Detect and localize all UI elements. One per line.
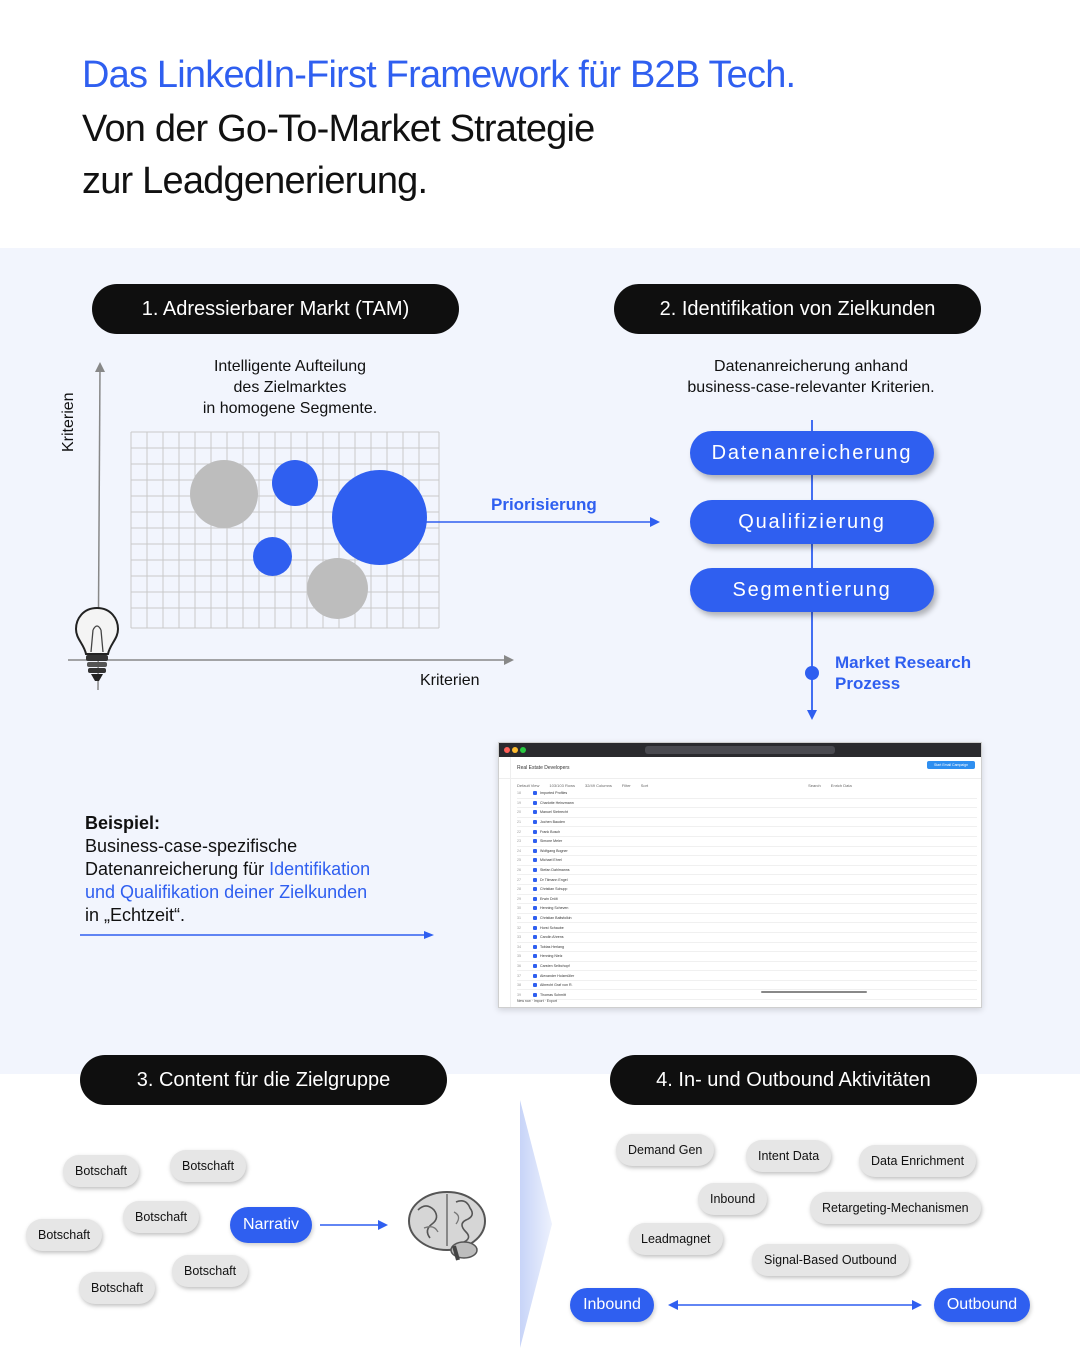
title-line-2: Von der Go-To-Market Strategie [82, 108, 595, 150]
linkedin-icon [533, 839, 537, 843]
activity-tag: Inbound [698, 1183, 767, 1215]
y-axis-arrow [95, 362, 105, 372]
step-3-label: 3. Content für die Zielgruppe [80, 1055, 447, 1105]
linkedin-icon [533, 983, 537, 987]
qualification-pill: Qualifizierung [690, 500, 934, 544]
table-row[interactable]: 19 Charlotte Heinzmann [517, 799, 977, 809]
linkedin-icon [533, 830, 537, 834]
table-row[interactable]: 28 Christian Schupp [517, 885, 977, 895]
linkedin-icon [533, 820, 537, 824]
table-row[interactable]: 27 Dr Tilmann Engel [517, 875, 977, 885]
table-row[interactable]: 32 Horst Schaube [517, 923, 977, 933]
linkedin-icon [533, 964, 537, 968]
segment-bubble-gray [307, 558, 368, 619]
x-axis-arrow [504, 655, 514, 665]
linkedin-icon [533, 849, 537, 853]
x-axis-label: Kriterien [420, 672, 480, 689]
table-row[interactable]: 18 Imported Profiles [517, 789, 977, 799]
example-arrow [80, 928, 440, 942]
scrollbar[interactable] [761, 991, 867, 993]
activity-tag: Intent Data [746, 1140, 831, 1172]
table-row[interactable]: 20 Manuel Siebrecht [517, 808, 977, 818]
message-tag: Botschaft [79, 1272, 155, 1304]
table-row[interactable]: 29 Erwin Drölt [517, 895, 977, 905]
segment-bubble-blue [253, 537, 292, 576]
table-row[interactable]: 38 Albrecht Graf von R. [517, 981, 977, 991]
activity-tag: Data Enrichment [859, 1145, 976, 1177]
table-row[interactable]: 22 Frank Bosch [517, 827, 977, 837]
activity-tag: Retargeting-Mechanismen [810, 1192, 981, 1224]
app-screenshot [498, 742, 982, 1008]
activity-tag: Signal-Based Outbound [752, 1244, 909, 1276]
step-2-description: Datenanreicherung anhand business-case-relevanter Kriterien. [687, 358, 935, 396]
table-row[interactable]: 23 Simone Meier [517, 837, 977, 847]
table-row[interactable]: 31 Christian Baltsfolkin [517, 914, 977, 924]
browser-bar [499, 743, 981, 757]
linkedin-icon [533, 916, 537, 920]
step-4-label: 4. In- und Outbound Aktivitäten [610, 1055, 977, 1105]
start-campaign-button[interactable]: Start Email Campaign [927, 761, 975, 769]
step-2-label: 2. Identifikation von Zielkunden [614, 284, 981, 334]
linkedin-icon [533, 887, 537, 891]
inbound-pill: Inbound [570, 1288, 654, 1322]
prioritization-label: Priorisierung [491, 495, 597, 514]
linkedin-icon [533, 926, 537, 930]
linkedin-icon [533, 868, 537, 872]
linkedin-icon [533, 993, 537, 997]
message-tag: Botschaft [123, 1201, 199, 1233]
narrative-pill: Narrativ [230, 1207, 312, 1243]
brain-icon [404, 1188, 490, 1264]
table-row[interactable]: 37 Alexander Holzmüller [517, 971, 977, 981]
narrative-arrow [320, 1216, 392, 1234]
table-row[interactable]: 26 Stefan Dahlmanns [517, 866, 977, 876]
prioritization-arrow [424, 512, 664, 532]
table-row[interactable]: 21 Jochen Bauden [517, 818, 977, 828]
linkedin-icon [533, 801, 537, 805]
table-row[interactable]: 36 Carsten Selbchopf [517, 962, 977, 972]
linkedin-icon [533, 878, 537, 882]
table-row[interactable]: 39 Thomas Schmitt [517, 990, 977, 1000]
enrichment-pill: Datenanreicherung [690, 431, 934, 475]
app-toolbar: Default View 103/103 Rows 32/49 Columns Filter Sort Search Enrich Data [517, 782, 852, 788]
app-sidebar [499, 757, 511, 1007]
table-footer: New row · Import · Export [517, 999, 557, 1003]
linkedin-icon [533, 974, 537, 978]
linkedin-icon [533, 810, 537, 814]
lightbulb-icon [72, 604, 122, 686]
data-table [517, 789, 977, 1000]
table-row[interactable]: 24 Wolfgang Bogner [517, 847, 977, 857]
segment-bubble-blue [272, 460, 318, 506]
message-tag: Botschaft [170, 1150, 246, 1182]
app-title: Real Estate Developers [499, 757, 981, 779]
message-tag: Botschaft [26, 1219, 102, 1251]
segmentation-pill: Segmentierung [690, 568, 934, 612]
table-row[interactable]: 33 Carolin Ahrens [517, 933, 977, 943]
outbound-pill: Outbound [934, 1288, 1030, 1322]
message-tag: Botschaft [63, 1155, 139, 1187]
linkedin-icon [533, 945, 537, 949]
table-row[interactable]: 35 Henning Nielz [517, 952, 977, 962]
title-line-1: Das LinkedIn-First Framework für B2B Tech. [82, 54, 796, 96]
step-1-description: Intelligente Aufteilung des Zielmarktes in homogene Segmente. [202, 358, 378, 417]
segment-bubble-gray [190, 460, 258, 528]
segment-bubble-priority [332, 470, 427, 565]
linkedin-icon [533, 897, 537, 901]
chevron-divider [518, 1098, 558, 1350]
activity-tag: Leadmagnet [629, 1223, 723, 1255]
url-bar[interactable] [645, 746, 835, 754]
example-heading: Beispiel: [85, 813, 161, 833]
y-axis-label: Kriterien [60, 392, 77, 452]
table-row[interactable]: 25 Michael Ehrel [517, 856, 977, 866]
table-row[interactable]: 34 Tobias Herlang [517, 943, 977, 953]
table-row[interactable]: 30 Henning Scheven [517, 904, 977, 914]
linkedin-icon [533, 858, 537, 862]
title-line-3: zur Leadgenerierung. [82, 160, 428, 202]
linkedin-icon [533, 791, 537, 795]
activity-tag: Demand Gen [616, 1134, 714, 1166]
market-research-label: Market Research Prozess [835, 653, 972, 693]
inbound-outbound-arrow [664, 1296, 926, 1314]
step-1-label: 1. Adressierbarer Markt (TAM) [92, 284, 459, 334]
linkedin-icon [533, 954, 537, 958]
linkedin-icon [533, 906, 537, 910]
message-tag: Botschaft [172, 1255, 248, 1287]
linkedin-icon [533, 935, 537, 939]
example-text: Beispiel: Business-case-spezifische Datenanreicherung für Identifikation und Qualifikation deiner Zielkunden in „Echtzeit“. [85, 812, 465, 927]
